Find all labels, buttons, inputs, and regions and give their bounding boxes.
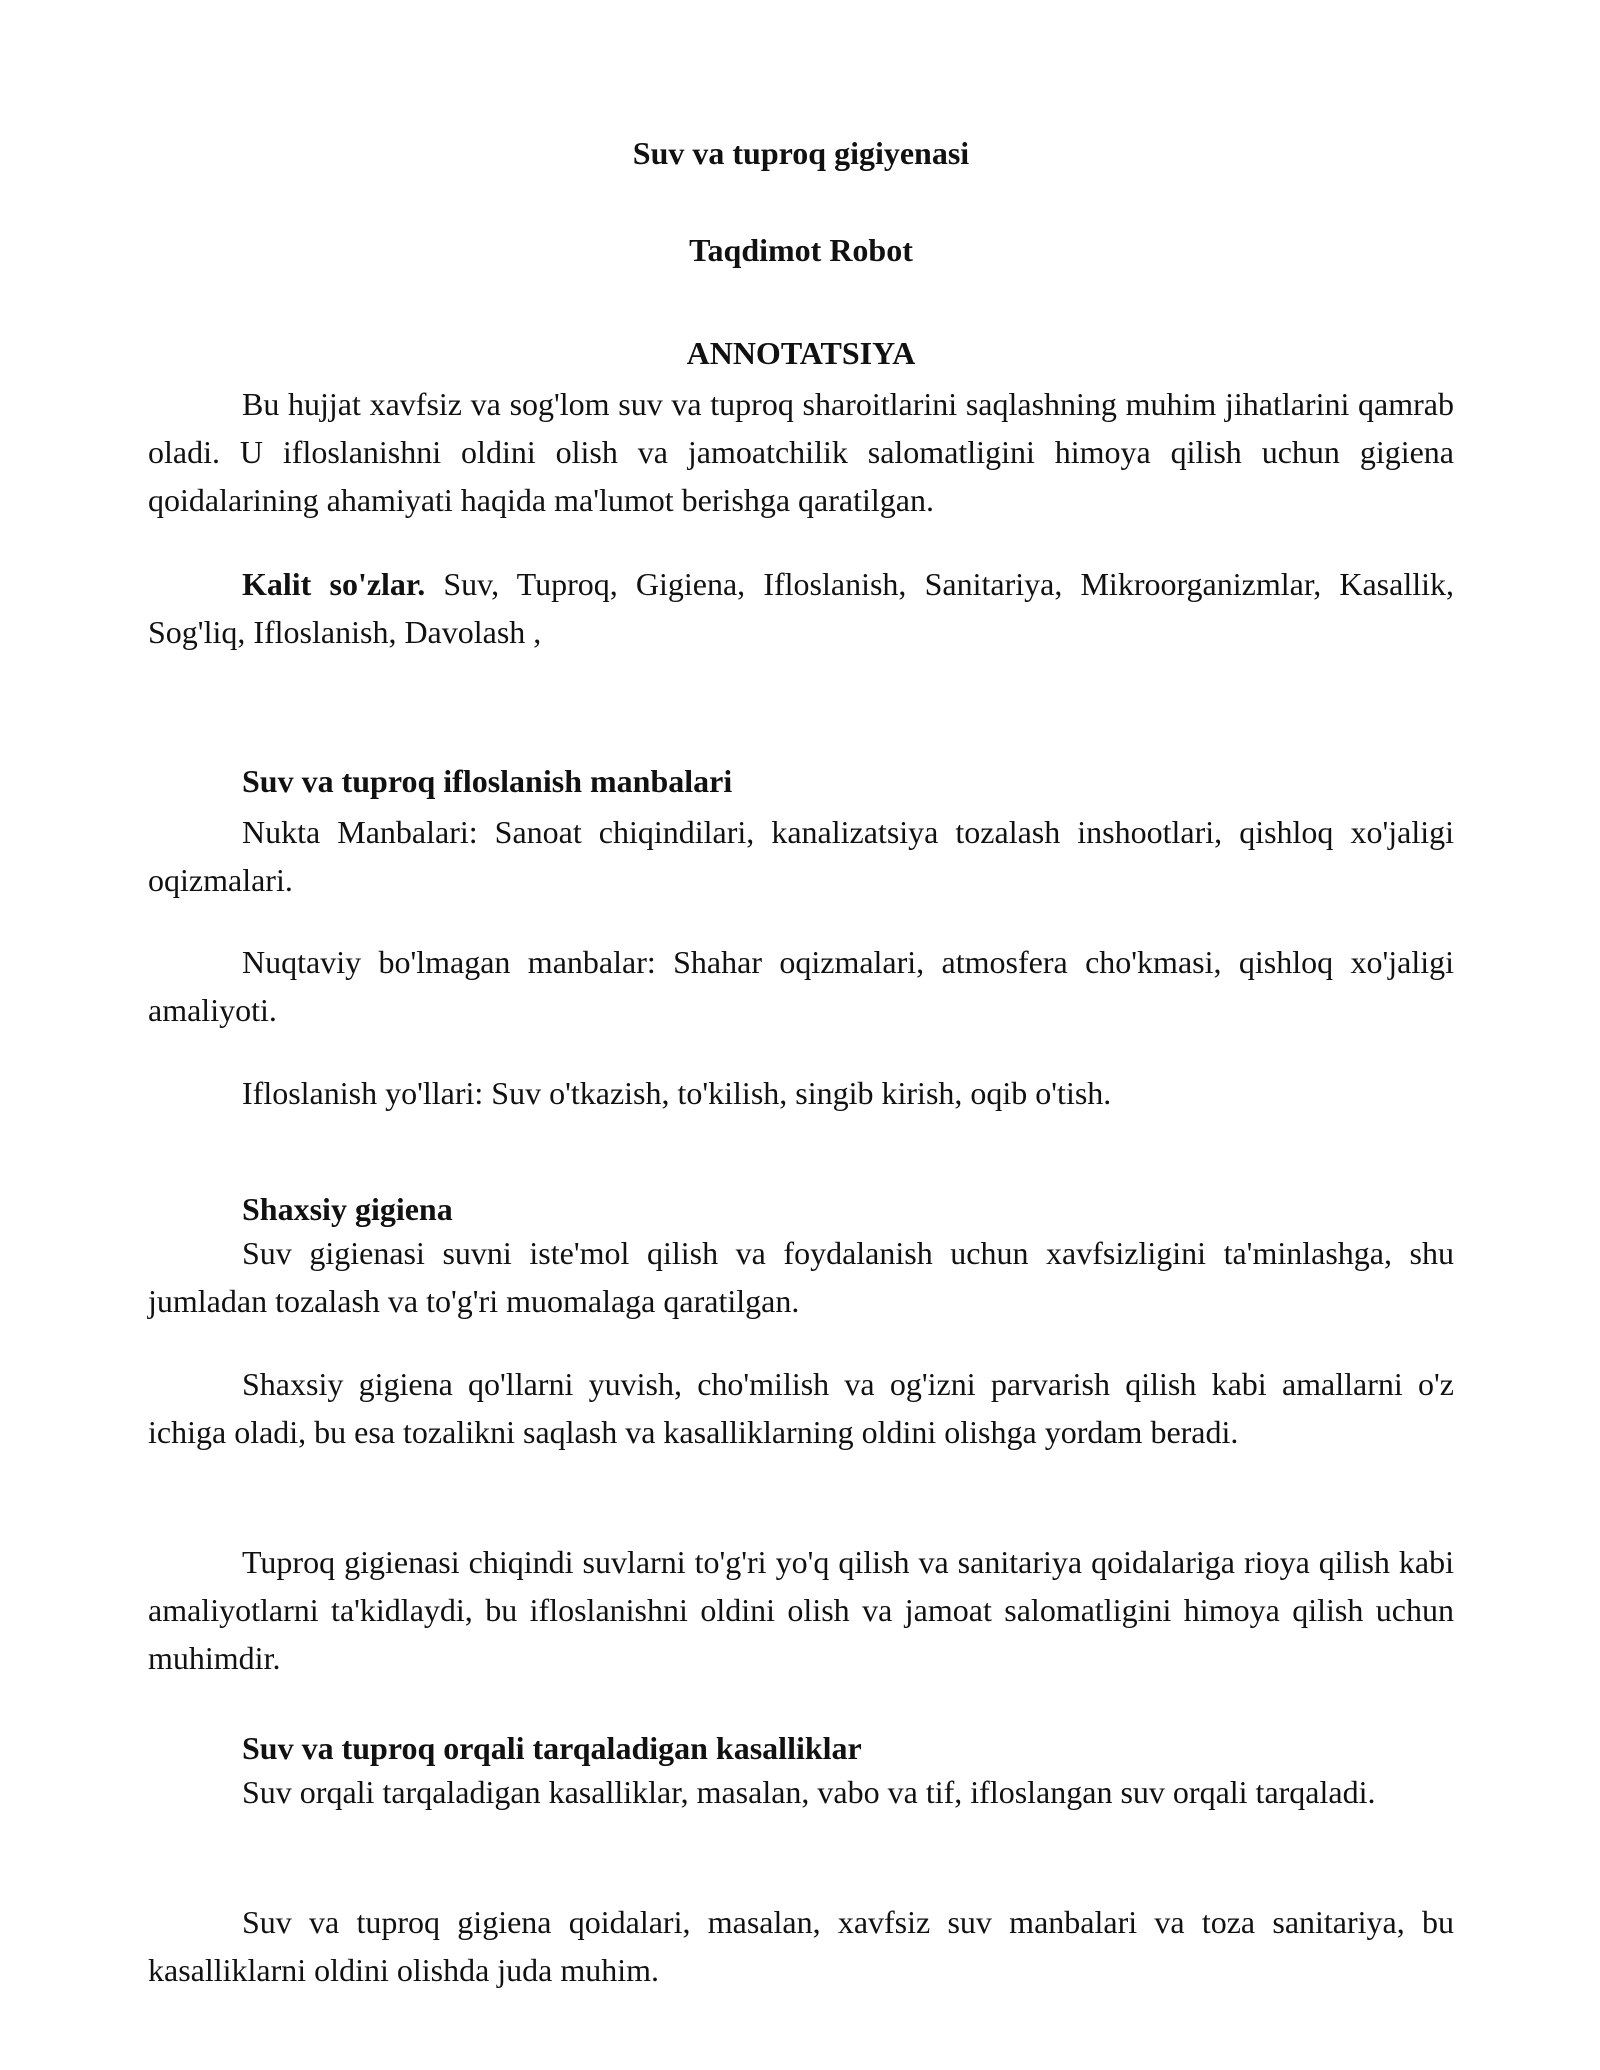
section-paragraph: Nukta Manbalari: Sanoat chiqindilari, kanalizatsiya tozalash inshootlari, qishloq xo'jaligi oqizmalari.	[148, 814, 1454, 898]
section-paragraph: Tuproq gigienasi chiqindi suvlarni to'g'ri yo'q qilish va sanitariya qoidalariga rioya qilish kabi amaliyotlarni ta'kidlaydi, bu ifloslanishni oldini olish va jamoat salomatligini himoya qilish uchun muhimdir.	[148, 1544, 1454, 1676]
keywords-text: Suv, Tuproq, Gigiena, Ifloslanish, Sanitariya, Mikroorganizmlar, Kasallik, Sog'liq, Ifloslanish, Davolash ,	[148, 566, 1454, 650]
document-title: Suv va tuproq gigiyenasi	[632, 135, 970, 171]
section-paragraph: Ifloslanish yo'llari: Suv o'tkazish, to'kilish, singib kirish, oqib o'tish.	[242, 1075, 1112, 1111]
annotation-text: Bu hujjat xavfsiz va sog'lom suv va tuproq sharoitlarini saqlashning muhim jihatlarini qamrab oladi. U ifloslanishni oldini olish va jamoatchilik salomatligini himoya qilish uchun gigiena qoidalarining ahamiyati haqida ma'lumot berishga qaratilgan.	[148, 386, 1454, 518]
section-paragraph: Shaxsiy gigiena qo'llarni yuvish, cho'milish va og'izni parvarish qilish kabi amallarni o'z ichiga oladi, bu esa tozalikni saqlash va kasalliklarning oldini olishga yordam beradi.	[148, 1366, 1454, 1450]
keywords-label: Kalit so'zlar.	[242, 566, 426, 602]
section-paragraph: Suv va tuproq gigiena qoidalari, masalan, xavfsiz suv manbalari va toza sanitariya, bu kasalliklarni oldini olishda juda muhim.	[148, 1904, 1454, 1988]
section-heading-pollution-sources: Suv va tuproq ifloslanish manbalari	[242, 763, 733, 799]
annotation-heading: ANNOTATSIYA	[686, 335, 916, 371]
section-heading-personal-hygiene: Shaxsiy gigiena	[242, 1191, 453, 1227]
keywords-paragraph	[148, 560, 1454, 656]
section-paragraph: Suv orqali tarqaladigan kasalliklar, masalan, vabo va tif, ifloslangan suv orqali tarqaladi.	[242, 1774, 1376, 1810]
section-heading-waterborne-diseases: Suv va tuproq orqali tarqaladigan kasalliklar	[242, 1730, 862, 1766]
section-paragraph: Suv gigienasi suvni iste'mol qilish va foydalanish uchun xavfsizligini ta'minlashga, shu jumladan tozalash va to'g'ri muomalaga qaratilgan.	[148, 1235, 1454, 1319]
section-paragraph: Nuqtaviy bo'lmagan manbalar: Shahar oqizmalari, atmosfera cho'kmasi, qishloq xo'jaligi amaliyoti.	[148, 944, 1454, 1028]
document-author: Taqdimot Robot	[689, 232, 913, 268]
